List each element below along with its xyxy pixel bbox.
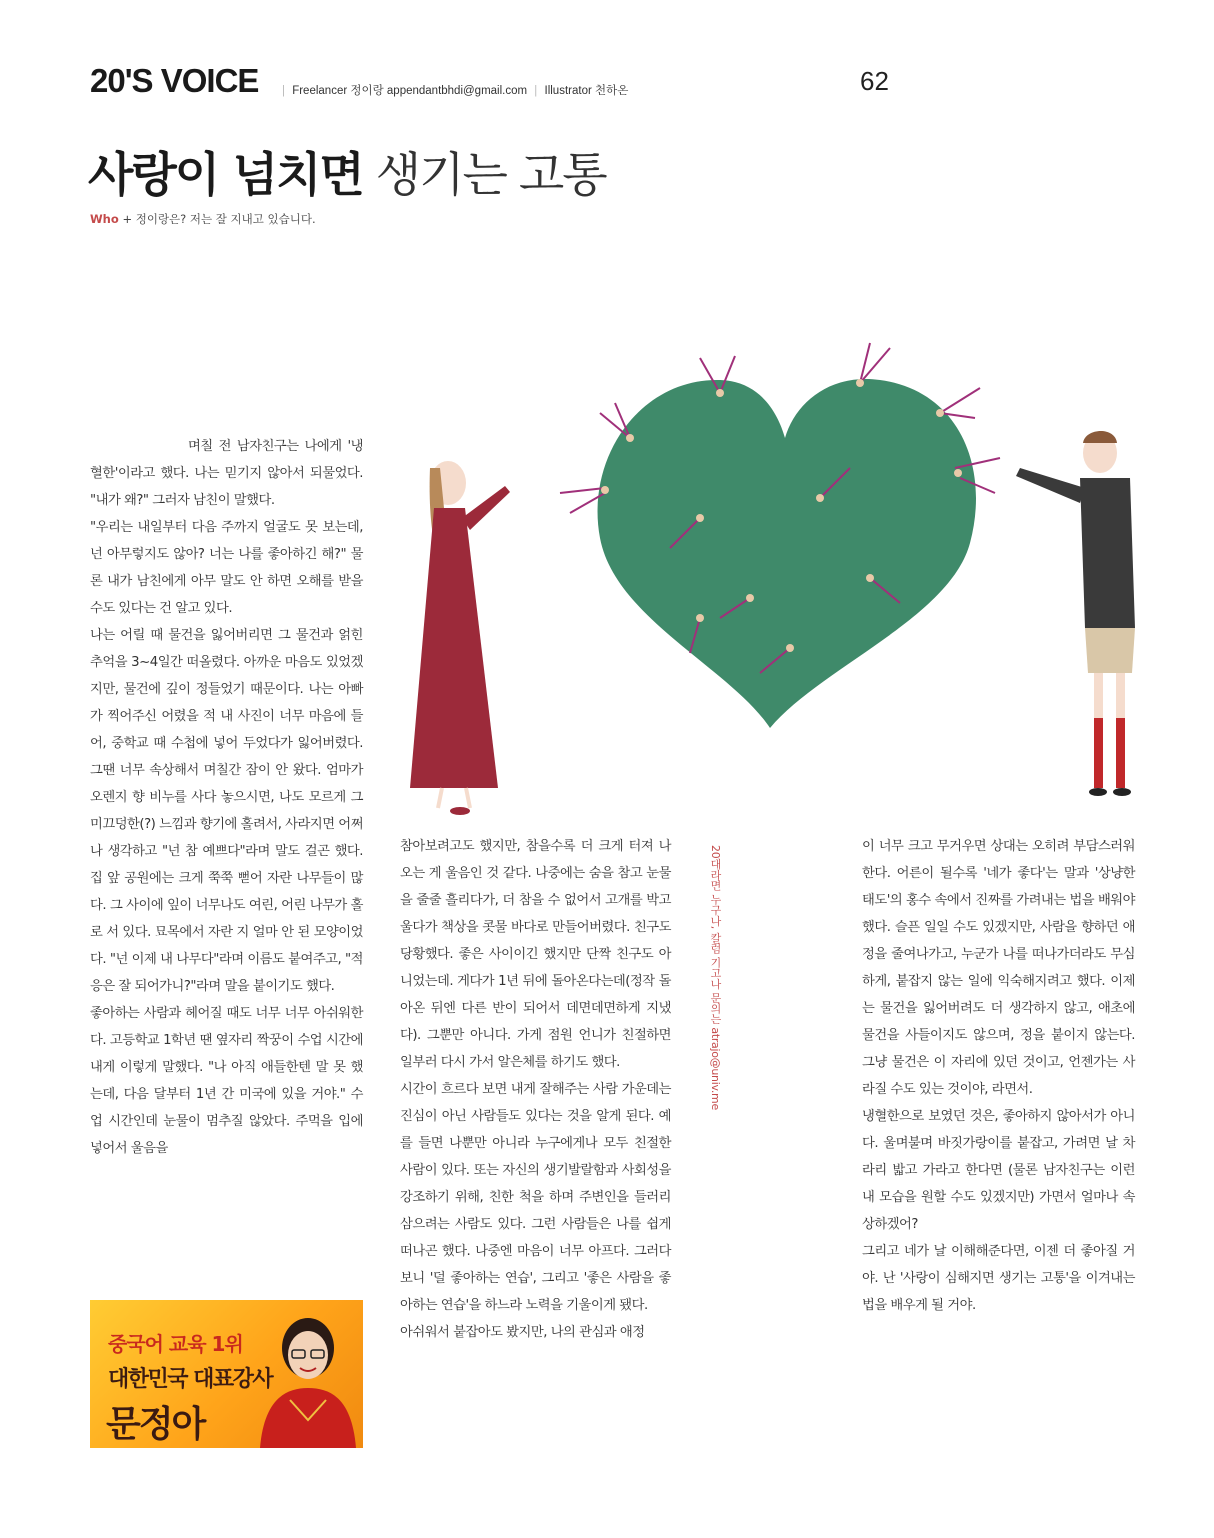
paragraph: 냉혈한으로 보였던 것은, 좋아하지 않아서가 아니다. 울며불며 바짓가랑이를 붙잡고, 가려면 날 차라리 밟고 가라고 한다면 (물론 남자친구는 이런 내 모습을 원할 수도 있겠지만) 가면서 얼마나 속상하겠어? bbox=[862, 1109, 1135, 1232]
instructor-photo bbox=[250, 1300, 363, 1448]
page-number: 62 bbox=[860, 66, 889, 96]
paragraph: 나는 어릴 때 물건을 잃어버리면 그 물건과 얽힌 추억을 3~4일간 떠올렸다. 아까운 마음도 있었겠지만, 물건에 깊이 정들었기 때문이다. 나는 아빠가 찍어주신 어렸을 적 내 사진이 너무 마음에 들어, 중학교 때 수첩에 넣어 두었다가 잃어버렸다. 그땐 너무 속상해서 며칠간 잠이 안 왔다. 엄마가 오렌지 향 비누를 사다 놓으시면, 나도 모르게 그 미끄덩한(?) 느낌과 향기에 홀려서, 사라지면 어쩌나 생각하고 "넌 참 예쁘다"라며 말도 걸곤 했다. 집 앞 공원에는 크게 쭉쭉 뻗어 자란 나무들이 많다. 그 사이에 잎이 너무나도 여린, 어린 나무가 홀로 서 있다. 묘목에서 자란 지 얼마 안 된 모양이었다. "넌 이제 내 나무다"라며 이름도 붙여주고, "적응은 잘 되어가니?"라며 말을 붙이기도 했다. bbox=[90, 628, 363, 994]
title-light: 생기는 고통 bbox=[375, 148, 606, 203]
article-column-2 bbox=[400, 833, 671, 1346]
man-figure bbox=[1016, 431, 1135, 796]
who-text: + 정이랑은? 저는 잘 지내고 있습니다. bbox=[122, 212, 316, 226]
contribution-note: 20대라면 누구나, 칼럼 기고나 문의는 atrajo@univ.me bbox=[709, 845, 722, 1110]
title-bold: 사랑이 넘치면 bbox=[88, 148, 363, 203]
freelancer-email[interactable]: appendantbhdi@gmail.com bbox=[386, 85, 528, 97]
ad-subtitle: 대한민국 대표강사 bbox=[108, 1367, 273, 1392]
article-column-3 bbox=[862, 833, 1135, 1319]
paragraph: "우리는 내일부터 다음 주까지 얼굴도 못 보는데, 넌 아무렇지도 않아? 너는 나를 좋아하긴 해?" 물론 내가 남친에게 아무 말도 안 하면 오해를 받을 수도 있다는 건 알고 있다. bbox=[90, 520, 363, 616]
paragraph: 그리고 네가 날 이해해준다면, 이젠 더 좋아질 거야. 난 '사랑이 심해지면 생기는 고통'을 이겨내는 법을 배우게 될 거야. bbox=[862, 1244, 1135, 1313]
cactus-heart-illustration bbox=[400, 318, 1150, 818]
article-title bbox=[88, 138, 606, 205]
illustrator-role: Illustrator bbox=[544, 85, 592, 97]
advertisement-banner[interactable] bbox=[90, 1300, 363, 1448]
illustrator-name: 천하온 bbox=[595, 85, 629, 97]
credits-line: | Freelancer 정이랑 appendantbhdi@gmail.com | Illustrator 천하온 bbox=[282, 85, 629, 97]
woman-figure bbox=[410, 461, 510, 815]
section-title: 20'S VOICE bbox=[90, 62, 259, 99]
who-label: Who bbox=[90, 212, 119, 226]
paragraph: 참아보려고도 했지만, 참을수록 더 크게 터져 나오는 게 울음인 것 같다. 나중에는 숨을 참고 눈물을 줄줄 흘리다가, 더 참을 수 없어서 고개를 박고 울다가 책상을 콧물 바다로 만들어버렸다. 친구도 당황했다. 좋은 사이이긴 했지만 단짝 친구도 아니었는데. 게다가 1년 뒤에 돌아온다는데(정작 돌아온 뒤엔 다른 반이 되어서 데면데면하게 지냈다). 그뿐만 아니다. 가게 점원 언니가 친절하면 일부러 다시 가서 알은체를 하기도 했다. bbox=[400, 839, 671, 1070]
author-intro bbox=[90, 211, 316, 227]
paragraph: 좋아하는 사람과 헤어질 때도 너무 너무 아쉬워한다. 고등학교 1학년 땐 옆자리 짝꿍이 수업 시간에 내게 이렇게 말했다. "나 아직 애들한텐 말 못 했는데, 다음 달부터 1년 간 미국에 있을 거야." 수업 시간인데 눈물이 멈추질 않았다. 주먹을 입에 넣어서 울음을 bbox=[90, 1006, 363, 1156]
paragraph: 며칠 전 남자친구는 나에게 '냉혈한'이라고 했다. 나는 믿기지 않아서 되물었다. "내가 왜?" 그러자 남친이 말했다. bbox=[90, 439, 363, 508]
paragraph: 시간이 흐르다 보면 내게 잘해주는 사람 가운데는 진심이 아닌 사람들도 있다는 것을 알게 된다. 예를 들면 나뿐만 아니라 누구에게나 모두 친절한 사람이 있다. 또는 자신의 생기발랄함과 사회성을 강조하기 위해, 친한 척을 하며 주변인을 들러리 삼으려는 사람도 있다. 그런 사람들은 나를 쉽게 떠나곤 했다. 나중엔 마음이 너무 아프다. 그러다 보니 '덜 좋아하는 연습', 그리고 '좋은 사람을 좋아하는 연습'을 하느라 노력을 기울이게 됐다. bbox=[400, 1082, 671, 1313]
freelancer-name: 정이랑 bbox=[350, 85, 384, 97]
ad-tagline: 중국어 교육 1위 bbox=[108, 1332, 243, 1356]
paragraph: 아쉬워서 붙잡아도 봤지만, 나의 관심과 애정 bbox=[400, 1325, 645, 1340]
heart-cactus bbox=[598, 379, 976, 728]
paragraph: 이 너무 크고 무거우면 상대는 오히려 부담스러워한다. 어른이 될수록 '네가 좋다'는 말과 '상냥한 태도'의 홍수 속에서 진짜를 가려내는 법을 배워야 했다. 슬픈 일일 수도 있겠지만, 사람을 향하던 애정을 줄여나가고, 누군가 나를 떠나가더라도 무심하게, 붙잡지 않는 일에 익숙해지려고 했다. 이제는 물건을 잃어버려도 더 생각하지 않고, 애초에 물건을 사들이지도 않으며, 정을 붙이지 않는다. 그냥 물건은 이 자리에 있던 것이고, 언젠가는 사라질 수도 있는 것이야, 라면서. bbox=[862, 839, 1135, 1097]
article-column-1 bbox=[90, 433, 363, 1162]
freelancer-role: Freelancer bbox=[292, 85, 348, 97]
ad-name: 문정아 bbox=[106, 1404, 205, 1445]
